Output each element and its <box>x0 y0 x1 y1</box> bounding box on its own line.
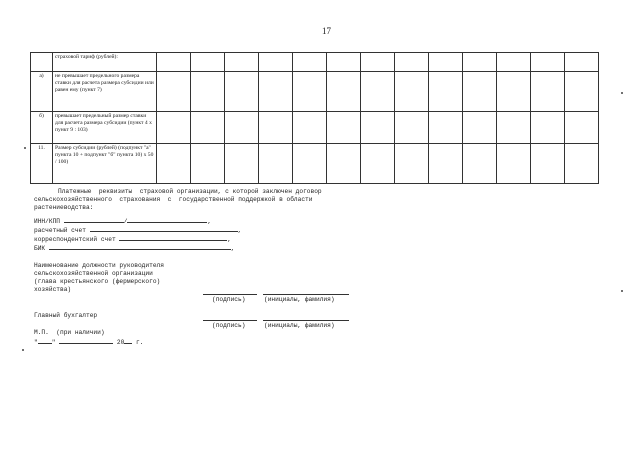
account-field[interactable] <box>90 225 238 232</box>
date-line <box>34 337 143 346</box>
table-row <box>31 144 599 184</box>
subsidy-calculation-table <box>30 52 599 184</box>
inn-separator: / <box>123 218 128 225</box>
scan-speck <box>621 290 623 292</box>
row-description: страховой тариф (рублей): <box>53 53 157 72</box>
accountant-initials-line[interactable] <box>263 320 349 321</box>
head-signature-line[interactable] <box>203 294 257 295</box>
stamp-note: М.П. (при наличии) <box>34 329 105 336</box>
bik-field[interactable] <box>49 243 231 250</box>
account-label: расчетный счет <box>34 227 86 234</box>
inn-field[interactable] <box>64 216 124 223</box>
accountant-label: Главный бухгалтер <box>34 312 98 319</box>
corr-account-field[interactable] <box>119 234 227 241</box>
row-number: б) <box>31 112 53 144</box>
head-initials-line[interactable] <box>263 294 349 295</box>
month-field[interactable] <box>59 337 113 344</box>
requisites-intro-line2: сельскохозяйственного страхования с государственной поддержкой в области <box>34 196 313 203</box>
row-description: не превышает предельного размера ставки для расчета размера субсидии или равен ему (пункт 7) <box>53 72 157 112</box>
year-prefix: 20 <box>116 339 125 346</box>
quote-open: " <box>34 339 38 346</box>
row-number: а) <box>31 72 53 112</box>
head-title-line1: Наименование должности руководителя <box>34 262 164 269</box>
head-title-line2: сельскохозяйственной организации <box>34 270 153 277</box>
comma: , <box>237 227 242 234</box>
accountant-signature-line[interactable] <box>203 320 257 321</box>
accountant-signature-caption: (подпись) <box>212 322 246 329</box>
inn-kpp-label: ИНН/КПП <box>34 218 60 225</box>
corr-account-label: корреспондентский счет <box>34 236 116 243</box>
table-row <box>31 112 599 144</box>
requisites-intro-line3: растениеводства: <box>34 204 94 211</box>
year-suffix: г. <box>136 339 144 346</box>
row-description: Размер субсидии (рублей) (подпункт "а" пункта 10 + подпункт "б" пункта 10) х 50 / 100) <box>53 144 157 184</box>
head-title-line3: (глава крестьянского (фермерского) <box>34 278 161 285</box>
table-row <box>31 53 599 72</box>
bik-line <box>34 243 235 252</box>
head-initials-caption: (инициалы, фамилия) <box>264 296 335 303</box>
year-field[interactable] <box>124 337 132 344</box>
quote-close: " <box>51 339 56 346</box>
comma: , <box>230 245 235 252</box>
bik-label: БИК <box>34 245 46 252</box>
table-row <box>31 72 599 112</box>
scan-speck <box>24 147 26 149</box>
page-number: 17 <box>322 26 331 36</box>
scan-speck <box>22 349 24 351</box>
accountant-initials-caption: (инициалы, фамилия) <box>264 322 335 329</box>
day-field[interactable] <box>38 337 52 344</box>
head-title-line4: хозяйства) <box>34 286 72 293</box>
row-description: превышает предельный размер ставки для расчета размера субсидии (пункт 4 х пункт 9 : 103) <box>53 112 157 144</box>
requisites-intro-line1: Платежные реквизиты страховой организации, с которой заключен договор <box>58 188 322 195</box>
comma: , <box>207 218 212 225</box>
row-number <box>31 53 53 72</box>
comma: , <box>227 236 232 243</box>
row-number: 11. <box>31 144 53 184</box>
kpp-field[interactable] <box>127 216 207 223</box>
scan-speck <box>621 92 623 94</box>
head-signature-caption: (подпись) <box>212 296 246 303</box>
